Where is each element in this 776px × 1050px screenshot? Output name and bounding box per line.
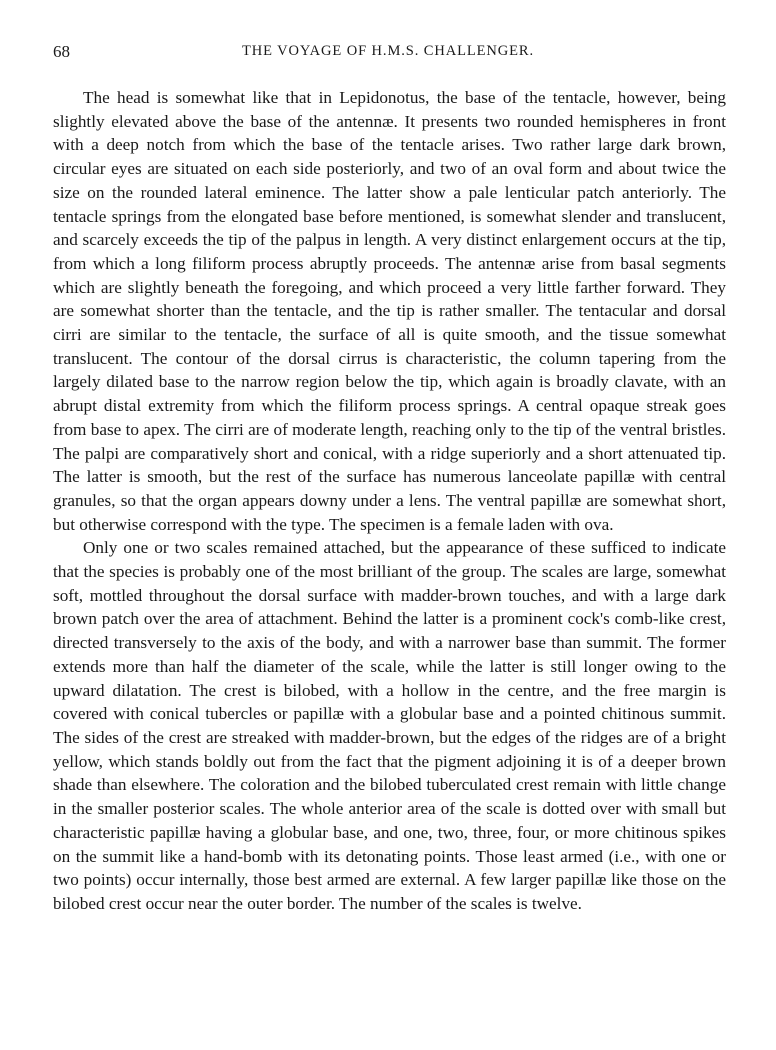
running-title: THE VOYAGE OF H.M.S. CHALLENGER.	[242, 43, 534, 59]
body-text	[53, 86, 726, 916]
paragraph-scales-description: Only one or two scales remained attached, but the appearance of these sufficed to indicate that the species is probably one of the most brilliant of the group. The scales are large, somewhat soft, mottled throughout the dorsal surface with madder-brown touches, and with a large dark brown patch over the area of attachment. Behind the latter is a prominent cock's comb-like crest, directed transversely to the axis of the body, and with a narrower base than summit. The former extends more than half the diameter of the scale, while the latter is still longer owing to the upward dilatation. The crest is bilobed, with a hollow in the centre, and the free margin is covered with conical tubercles or papillæ with a globular base and a pointed chitinous summit. The sides of the crest are streaked with madder-brown, but the edges of the ridges are of a bright yellow, which stands boldly out from the fact that the pigment adjoining it is of a deeper brown shade than elsewhere. The coloration and the bilobed tuberculated crest remain with little change in the smaller posterior scales. The whole anterior area of the scale is dotted over with small but characteristic papillæ having a globular base, and one, two, three, four, or more chitinous spikes on the summit like a hand-bomb with its detonating points. Those least armed (i.e., with one or two points) occur internally, those best armed are external. A few larger papillæ like those on the bilobed crest occur near the outer border. The number of the scales is twelve.	[53, 538, 726, 913]
page-number: 68	[53, 42, 70, 61]
paragraph-head-description: The head is somewhat like that in Lepidonotus, the base of the tentacle, however, being slightly elevated above the base of the antennæ. It presents two rounded hemispheres in front with a deep notch from which the base of the tentacle arises. Two rather large dark brown, circular eyes are situated on each side posteriorly, and two of an oval form and about twice the size on the rounded lateral eminence. The latter show a pale lenticular patch anteriorly. The tentacle springs from the elongated base before mentioned, is somewhat slender and translucent, and scarcely exceeds the tip of the palpus in length. A very distinct enlargement occurs at the tip, from which a long filiform process abruptly proceeds. The antennæ arise from basal segments which are slightly beneath the foregoing, and which proceed a very little farther forward. They are somewhat shorter than the tentacle, and the tip is rather smaller. The tentacular and dorsal cirri are similar to the tentacle, the surface of all is quite smooth, and the tissue somewhat translucent. The contour of the dorsal cirrus is characteristic, the column tapering from the largely dilated base to the narrow region below the tip, which again is broadly clavate, with an abrupt distal extremity from which the filiform process springs. A central opaque streak goes from base to apex. The cirri are of moderate length, reaching only to the tip of the ventral bristles. The palpi are comparatively short and conical, with a ridge superiorly and a short attenuated tip. The latter is smooth, but the rest of the surface has numerous lanceolate papillæ with central granules, so that the organ appears downy under a lens. The ventral papillæ are somewhat short, but otherwise correspond with the type. The specimen is a female laden with ova.	[53, 88, 726, 534]
page-header	[0, 42, 776, 66]
